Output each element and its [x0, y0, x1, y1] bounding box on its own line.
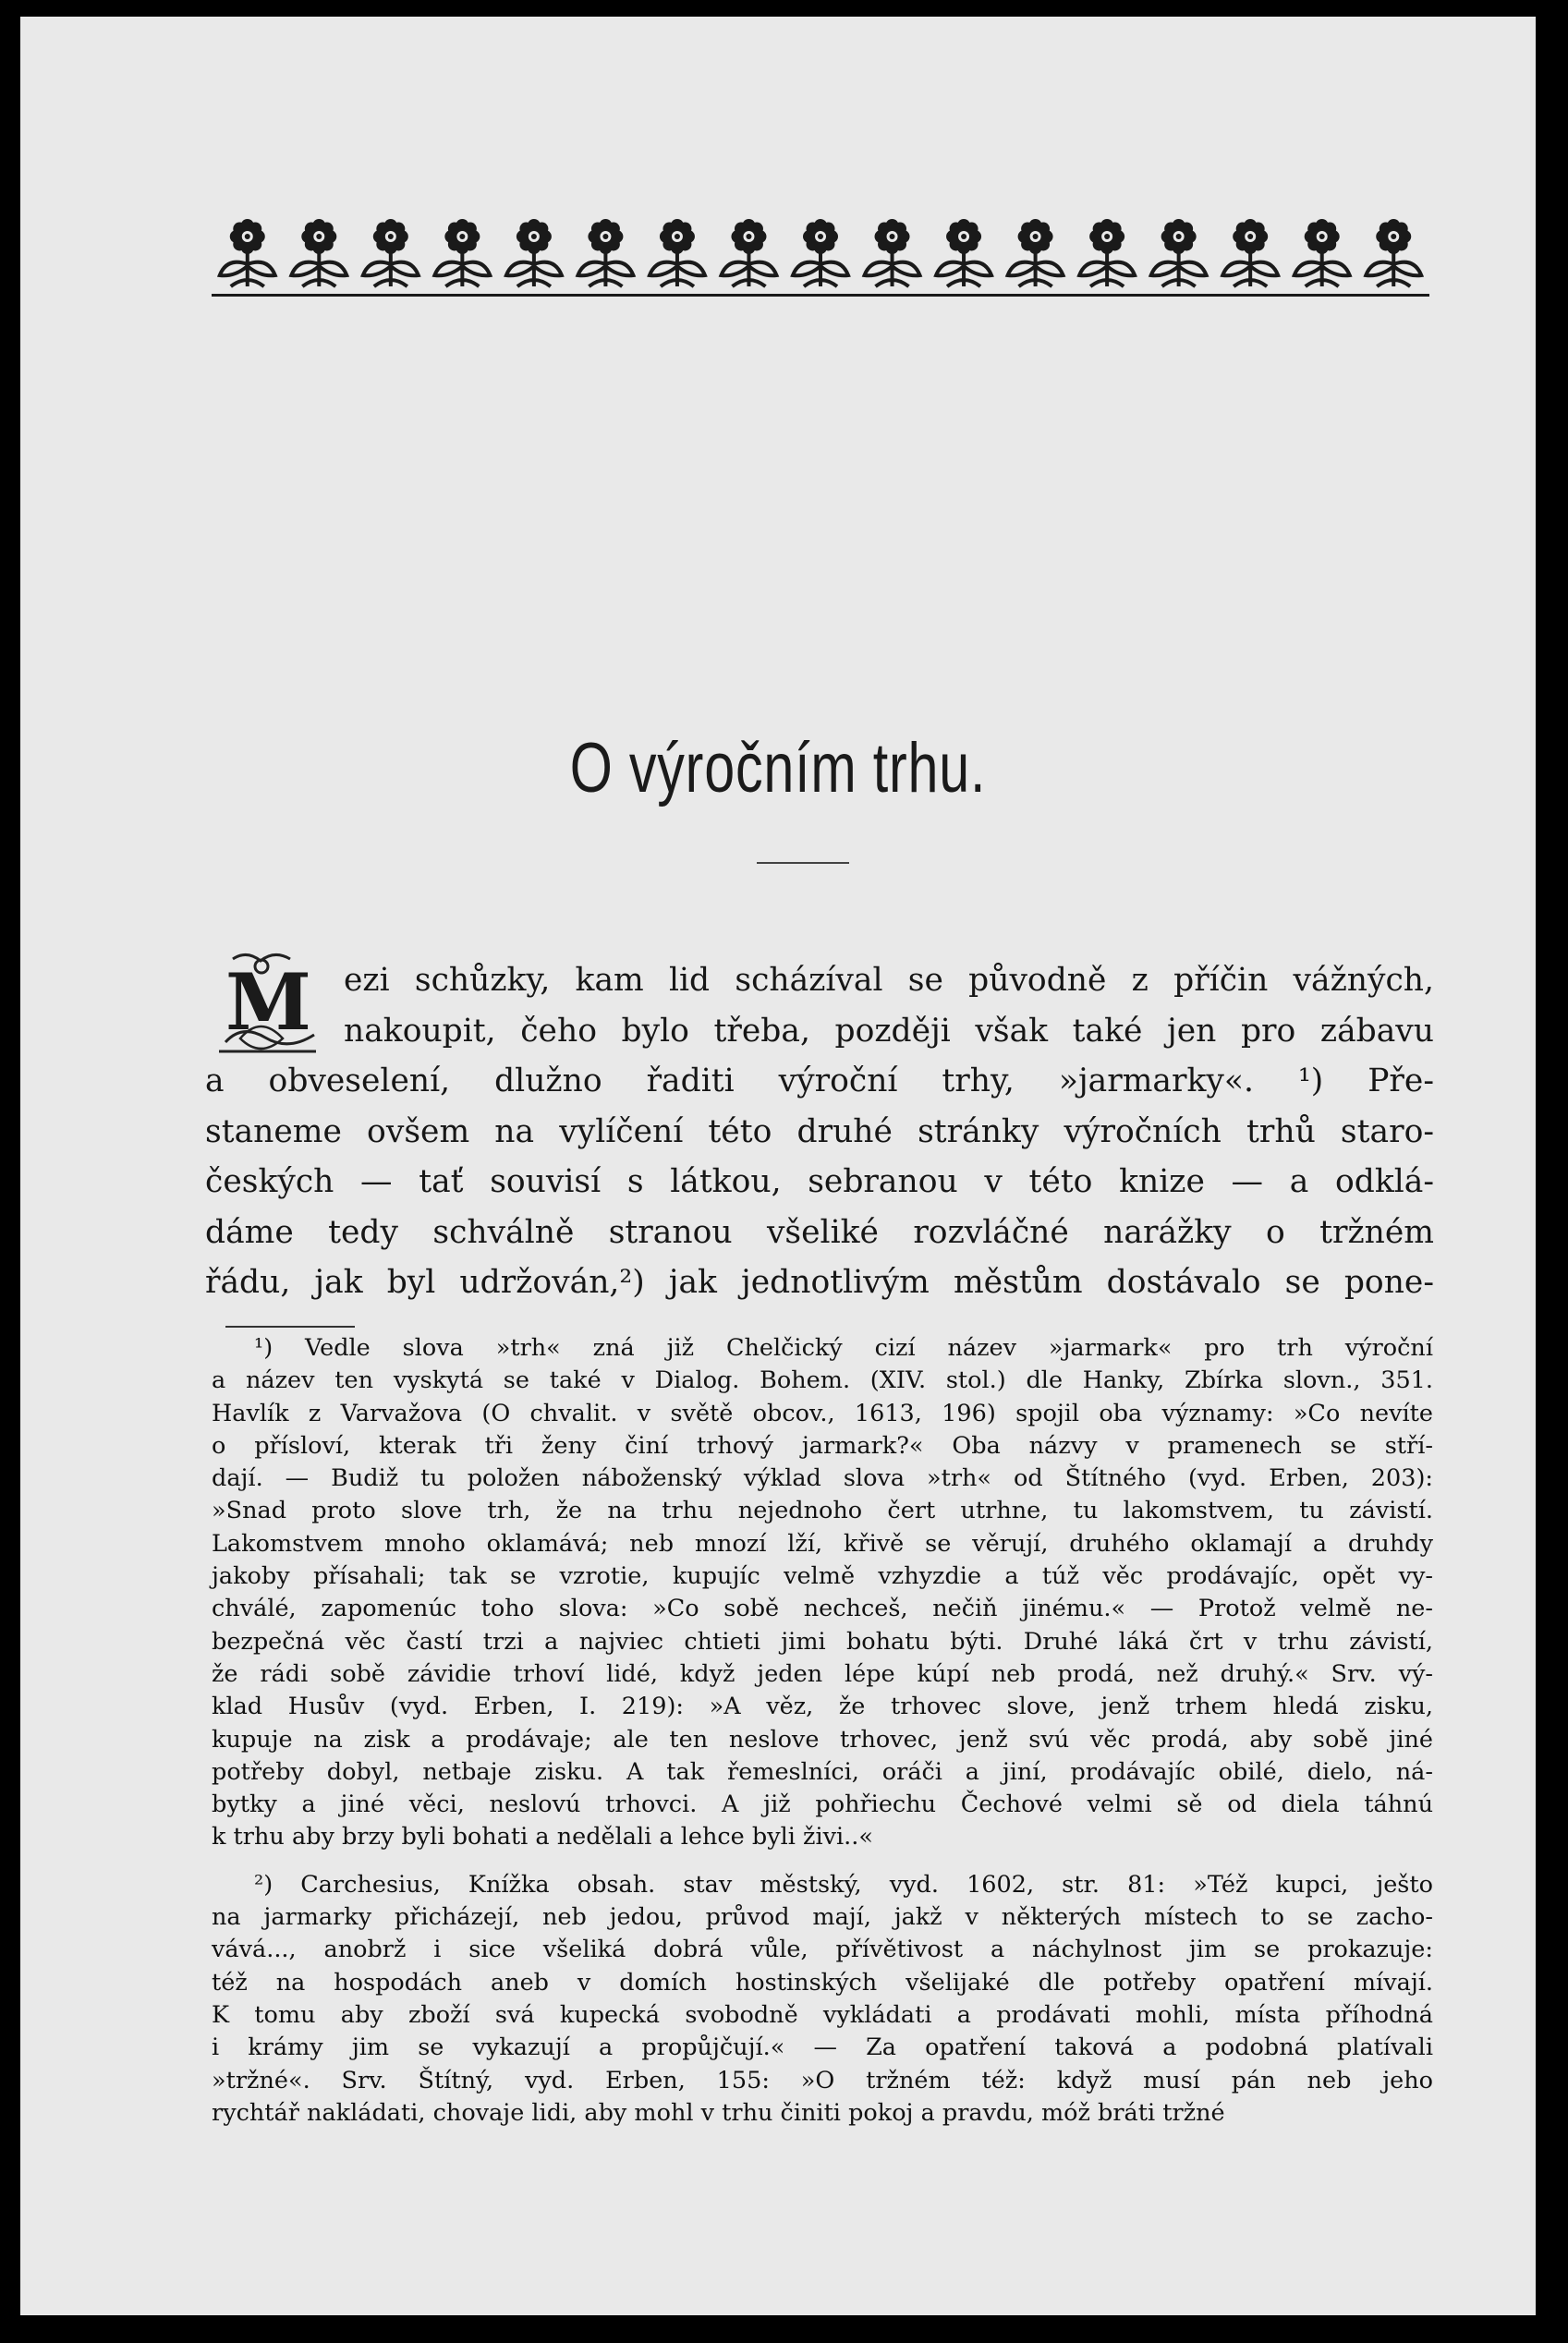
- flower-motif: [220, 219, 275, 286]
- footnote-line: ¹) Vedle slova »trh« zná již Chelčický cizí název »jarmark« pro trh výroční: [254, 1334, 1433, 1362]
- footnote-line: k trhu aby brzy byli bohati a nedělali a lehce byli živi..«: [212, 1823, 873, 1851]
- main-paragraph: [205, 955, 1434, 1308]
- flower-motif: [291, 219, 346, 286]
- footnote-line: »tržné«. Srv. Štítný, vyd. Erben, 155: »O tržném též: když musí pán neb jeho: [212, 2066, 1433, 2094]
- footnote-line: bytky a jiné věci, neslovú trhovci. A již pohřiechu Čechové velmi sě od diela táhnú: [212, 1791, 1433, 1819]
- flower-motif: [1151, 219, 1207, 286]
- footnote-line: že rádi sobě závidie trhoví lidé, když jeden lépe kúpí neb prodá, než druhý.« Srv. vý-: [212, 1659, 1433, 1688]
- flower-motif: [363, 219, 419, 286]
- body-line: nakoupit, čeho bylo třeba, později však také jen pro zábavu: [344, 1012, 1434, 1050]
- book-page: [20, 17, 1536, 2315]
- flower-motif: [434, 219, 490, 286]
- flower-motif: [793, 219, 848, 286]
- flower-motif: [721, 219, 776, 286]
- svg-text:M: M: [225, 956, 311, 1048]
- footnote-1: [212, 1332, 1433, 1854]
- flower-motif: [865, 219, 920, 286]
- title-divider: [757, 862, 849, 864]
- body-line: dáme tedy schválně stranou všeliké rozvláčné narážky o tržném: [205, 1213, 1434, 1251]
- footnote-line: jakoby přísahali; tak se vzrotie, kupujíc velmě vzhyzdie a túž věc prodávajíc, opět vy-: [212, 1562, 1433, 1591]
- footnote-line: též na hospodách aneb v domích hostinských všelijaké dle potřeby opatření mívají.: [212, 1968, 1433, 1997]
- footnote-line: klad Husův (vyd. Erben, I. 219): »A věz, že trhovec slove, jenž trhem hledá zisku,: [212, 1693, 1433, 1721]
- floral-ornament-band: [212, 209, 1429, 301]
- footnote-line: chválé, zapomenúc toho slova: »Co sobě nechceš, nečiň jinému.« — Protož velmě ne-: [212, 1595, 1433, 1623]
- flower-motif: [1008, 219, 1064, 286]
- flower-motif: [1366, 219, 1421, 286]
- footnote-line: Lakomstvem mnoho oklamává; neb mnozí lží, křivě se věrují, druhého oklamají a druhdy: [212, 1529, 1433, 1558]
- footnotes: [212, 1332, 1433, 2130]
- footnote-line: K tomu aby zboží svá kupecká svobodně vykládati a prodávati mohli, místa příhodná: [212, 2000, 1433, 2029]
- footnote-line: o přísloví, kterak tři ženy činí trhový jarmark?« Oba názvy v pramenech se stří-: [212, 1431, 1433, 1460]
- footnote-line: na jarmarky přicházejí, neb jedou, průvod mají, jakž v některých místech to se zacho-: [212, 1903, 1433, 1932]
- body-line: ezi schůzky, kam lid scházíval se původně z příčin vážných,: [344, 962, 1434, 999]
- ornament-rule: [212, 294, 1429, 297]
- footnote-line: i krámy jim se vykazují a propůjčují.« — Za opatření taková a podobná platívali: [212, 2033, 1433, 2062]
- chapter-title: O výročním trhu.: [569, 729, 987, 807]
- flower-motif: [506, 219, 562, 286]
- footnote-line: dají. — Budiž tu položen náboženský výklad slova »trh« od Štítného (vyd. Erben, 203):: [212, 1464, 1433, 1493]
- flower-motif: [1079, 219, 1135, 286]
- footnote-divider: [225, 1326, 355, 1328]
- flower-motif: [936, 219, 991, 286]
- flower-motif: [577, 219, 633, 286]
- footnote-2: [212, 1869, 1433, 2130]
- footnote-line: Havlík z Varvažova (O chvalit. v světě obcov., 1613, 196) spojil oba významy: »Co nevíte: [212, 1399, 1433, 1427]
- body-line: řádu, jak byl udržován,²) jak jednotlivým městům dostávalo se pone-: [205, 1264, 1434, 1301]
- footnote-line: vává..., anobrž i sice všeliká dobrá vůle, přívětivost a náchylnost jim se prokazuje:: [212, 1936, 1433, 1964]
- footnote-line: bezpečná věc častí trzi a najviec chtieti jimi bohatu býti. Druhé láká črt v trhu závistí,: [212, 1627, 1433, 1656]
- flower-motif: [1222, 219, 1278, 286]
- body-line: a obveselení, dlužno řaditi výroční trhy, »jarmarky«. ¹) Pře-: [205, 1062, 1434, 1099]
- footnote-line: kupuje na zisk a prodávaje; ale ten neslove trhovec, jenž svú věc prodá, aby sobě jiné: [212, 1725, 1433, 1754]
- footnote-line: rychtář nakládati, chovaje lidi, aby mohl v trhu činiti pokoj a pravdu, móž bráti tržné: [212, 2098, 1225, 2127]
- footnote-line: a název ten vyskytá se také v Dialog. Bohem. (XIV. stol.) dle Hanky, Zbírka slovn., 351.: [212, 1366, 1433, 1395]
- floral-ornament-icon: [212, 209, 1429, 301]
- footnote-line: potřeby dobyl, netbaje zisku. A tak řemeslníci, oráči a jiní, prodávajíc obilé, dielo, ná-: [212, 1757, 1433, 1786]
- footnote-line: »Snad proto slove trh, že na trhu nejednoho čert utrhne, tu lakomstvem, tu závistí.: [212, 1497, 1433, 1525]
- body-line: českých — tať souvisí s látkou, sebranou v této knize — a odklá-: [205, 1163, 1434, 1200]
- body-line: staneme ovšem na vylíčení této druhé stránky výročních trhů staro-: [205, 1112, 1434, 1150]
- footnote-line: ²) Carchesius, Knížka obsah. stav městský, vyd. 1602, str. 81: »Též kupci, ješto: [254, 1870, 1433, 1899]
- flower-motif: [1295, 219, 1350, 286]
- flower-motif: [650, 219, 705, 286]
